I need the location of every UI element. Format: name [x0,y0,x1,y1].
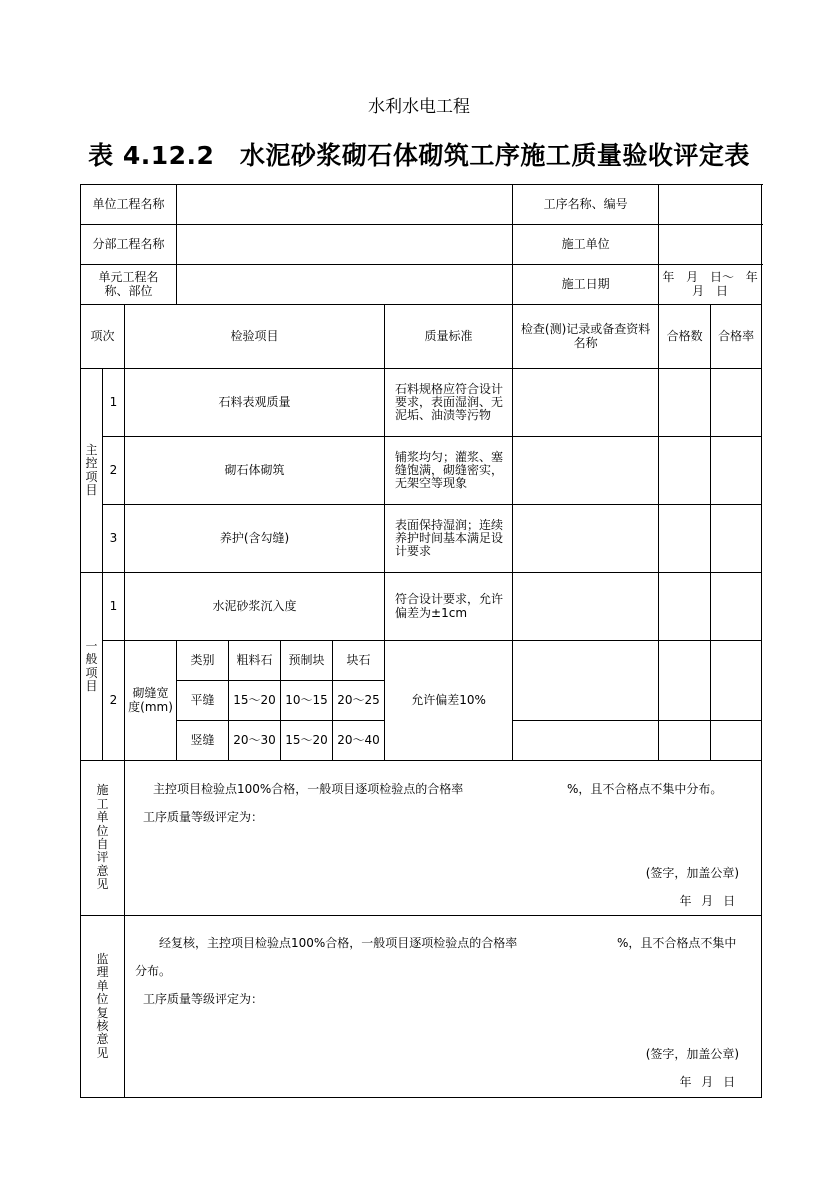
self-eval-grade: 工序质量等级评定为： [143,810,264,824]
evaluation-table [80,184,762,1098]
main-item-name: 养护(含勾缝) [125,505,385,573]
element-value[interactable] [177,265,513,305]
general-item-pass-count[interactable] [659,721,711,761]
supervisor-eval-grade: 工序质量等级评定为： [143,992,264,1006]
self-eval-signature: (签字，加盖公章) [645,866,740,880]
general-item-record[interactable] [513,641,659,721]
main-item-record[interactable] [513,369,659,437]
main-group-label: 主 控 项 目 [81,369,103,573]
date-label: 施工日期 [513,265,659,305]
general-item-name: 水泥砂浆沉入度 [125,573,385,641]
unit-project-label: 单位工程名称 [81,185,177,225]
document-subtitle: 水利水电工程 [368,97,470,117]
supervisor-eval-line1: 经复核，主控项目检验点100%合格，一般项目逐项检验点的合格率 [159,936,518,950]
joint-row-value: 15～20 [229,681,281,721]
contractor-value[interactable] [659,225,762,265]
main-item-standard: 铺浆均匀；灌浆、塞缝饱满，砌缝密实，无架空等现象 [385,437,513,505]
joint-row-value: 20～25 [333,681,385,721]
general-item-no: 2 [103,641,125,761]
general-item-pass-count[interactable] [659,573,711,641]
document-title: 表 4.12.2 水泥砂浆砌石体砌筑工序施工质量验收评定表 [88,141,750,170]
joint-subheader: 粗料石 [229,641,281,681]
unit-project-value[interactable] [177,185,513,225]
supervisor-eval-line1-wrap: 分布。 [135,964,172,978]
self-eval-line1-end: %，且不合格点不集中分布。 [567,782,723,796]
joint-subheader: 预制块 [281,641,333,681]
main-item-no: 2 [103,437,125,505]
col-pass-rate: 合格率 [711,305,762,369]
self-eval-line1: 主控项目检验点100%合格，一般项目逐项检验点的合格率 [153,782,464,796]
supervisor-eval-label: 监 理 单 位 复 核 意 见 [81,916,125,1098]
main-item-pass-rate[interactable] [711,505,762,573]
process-value[interactable] [659,185,762,225]
main-item-pass-count[interactable] [659,505,711,573]
joint-row-value: 15～20 [281,721,333,761]
main-item-pass-rate[interactable] [711,437,762,505]
self-eval-label: 施 工 单 位 自 评 意 见 [81,761,125,916]
sub-project-label: 分部工程名称 [81,225,177,265]
main-item-pass-count[interactable] [659,437,711,505]
joint-row-label: 平缝 [177,681,229,721]
general-item-no: 1 [103,573,125,641]
joint-width-standard: 允许偏差10% [385,641,513,761]
general-item-record[interactable] [513,573,659,641]
joint-width-label: 砌缝宽度(mm) [125,641,177,761]
construction-date[interactable]: 年 月 日～ 年 月 日 [659,265,762,305]
supervisor-eval-line1-end: %，且不合格点不集中 [617,936,737,950]
main-item-pass-rate[interactable] [711,369,762,437]
main-item-name: 砌石体砌筑 [125,437,385,505]
general-group-label: 一 般 项 目 [81,573,103,761]
general-item-record[interactable] [513,721,659,761]
joint-row-label: 竖缝 [177,721,229,761]
supervisor-eval-date: 年 月 日 [679,1075,736,1089]
general-item-pass-rate[interactable] [711,641,762,721]
element-label: 单元工程名称、部位 [81,265,177,305]
joint-row-value: 20～30 [229,721,281,761]
supervisor-eval-signature: (签字，加盖公章) [645,1047,740,1061]
main-item-standard: 表面保持湿润；连续养护时间基本满足设计要求 [385,505,513,573]
main-item-no: 3 [103,505,125,573]
general-item-pass-count[interactable] [659,641,711,721]
general-item-standard: 符合设计要求，允许偏差为±1cm [385,573,513,641]
main-item-no: 1 [103,369,125,437]
self-eval-date: 年 月 日 [679,894,736,908]
sub-project-value[interactable] [177,225,513,265]
col-check-item: 检验项目 [125,305,385,369]
joint-subheader: 块石 [333,641,385,681]
col-standard: 质量标准 [385,305,513,369]
general-item-pass-rate[interactable] [711,721,762,761]
supervisor-eval-content[interactable] [125,916,762,1098]
contractor-label: 施工单位 [513,225,659,265]
main-item-standard: 石料规格应符合设计要求，表面湿润、无泥垢、油渍等污物 [385,369,513,437]
main-item-pass-count[interactable] [659,369,711,437]
joint-subheader: 类别 [177,641,229,681]
main-item-record[interactable] [513,505,659,573]
joint-row-value: 10～15 [281,681,333,721]
joint-row-value: 20～40 [333,721,385,761]
general-item-pass-rate[interactable] [711,573,762,641]
process-label: 工序名称、编号 [513,185,659,225]
main-item-name: 石料表观质量 [125,369,385,437]
col-pass-count: 合格数 [659,305,711,369]
col-item-no: 项次 [81,305,125,369]
col-record: 检查(测)记录或备查资料名称 [513,305,659,369]
self-eval-content[interactable] [125,761,762,916]
main-item-record[interactable] [513,437,659,505]
